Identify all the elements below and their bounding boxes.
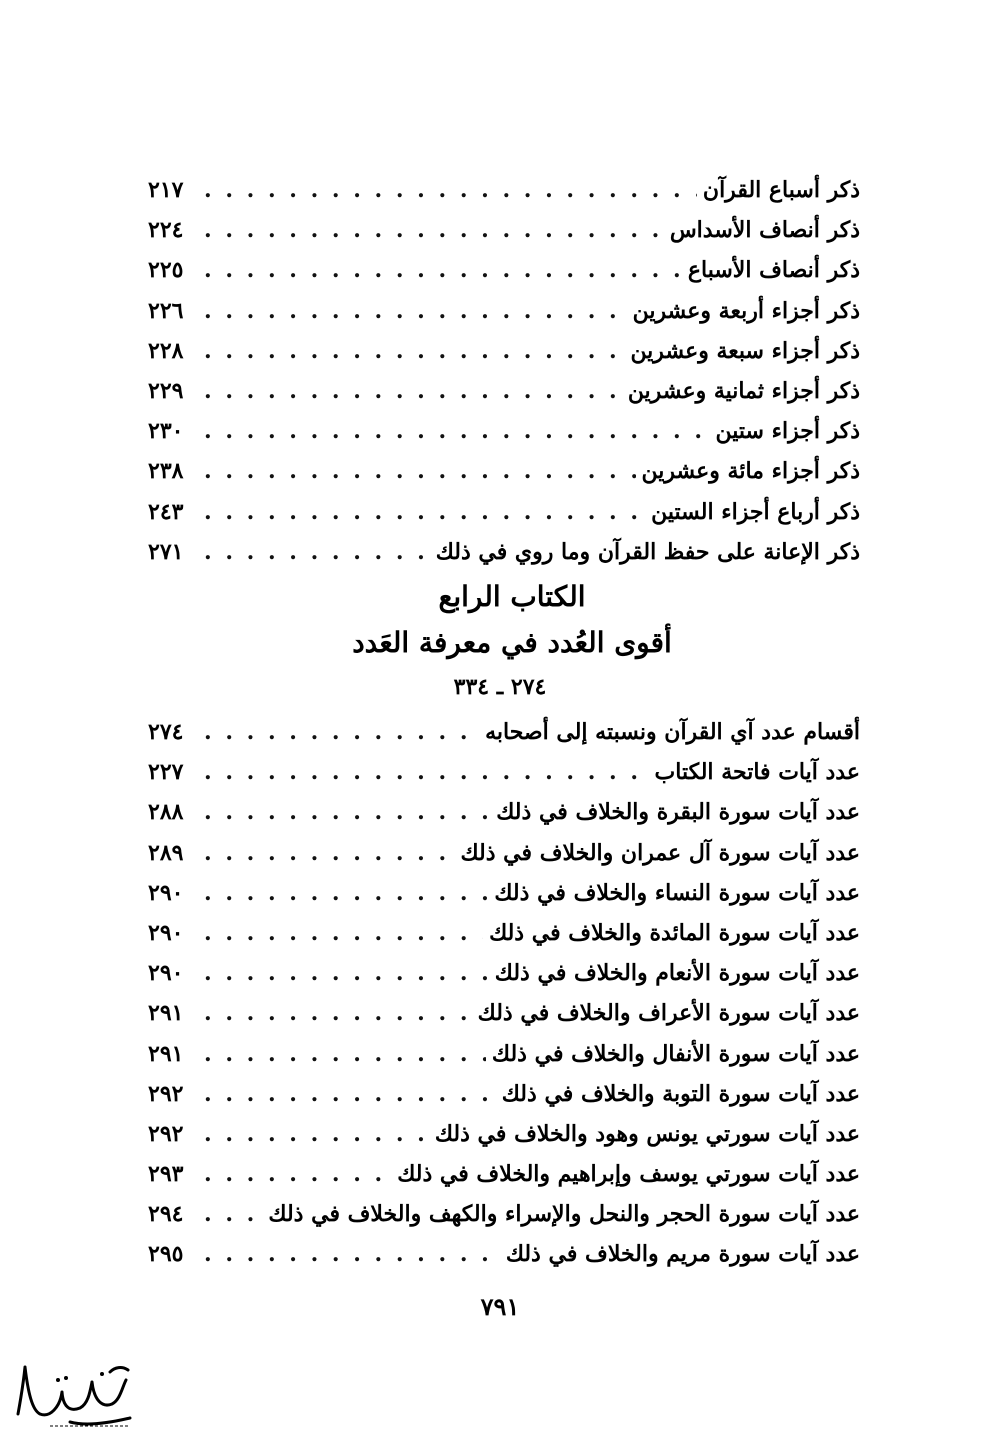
toc-entry-page: ٢٩٣ xyxy=(148,1161,184,1188)
toc-section-part1 xyxy=(148,170,860,572)
toc-row xyxy=(148,873,860,913)
toc-row xyxy=(148,532,860,572)
toc-entry-page: ٢٩٢ xyxy=(148,1080,184,1107)
dot-leader xyxy=(204,1034,486,1074)
toc-entry-title: ذكر أجزاء مائة وعشرين xyxy=(641,458,860,485)
dot-leader xyxy=(204,1074,496,1114)
toc-entry-title: عدد آيات سورة النساء والخلاف في ذلك xyxy=(494,879,860,906)
toc-entry-page: ٢٩٠ xyxy=(148,960,184,987)
toc-row xyxy=(148,953,860,993)
toc-entry-page: ٢١٧ xyxy=(148,177,184,203)
toc-entry-title: ذكر أجزاء سبعة وعشرين xyxy=(630,337,860,364)
dot-leader xyxy=(204,1114,429,1154)
dot-leader xyxy=(204,833,454,873)
toc-row xyxy=(148,1234,860,1274)
toc-entry-page: ٢٩٠ xyxy=(148,879,184,906)
dot-leader xyxy=(204,712,479,752)
toc-entry-page: ٢٩٢ xyxy=(148,1120,184,1147)
toc-entry-page: ٢٢٨ xyxy=(148,337,184,364)
toc-row xyxy=(148,792,860,832)
toc-entry-title: عدد آيات سورة مريم والخلاف في ذلك xyxy=(505,1241,860,1268)
toc-entry-page: ٢٩١ xyxy=(148,1000,184,1027)
toc-entry-page: ٢٧١ xyxy=(148,538,184,565)
book-subtitle: أقوى العُدد في معرفة العَدد xyxy=(352,626,672,659)
dot-leader xyxy=(204,953,489,993)
toc-row xyxy=(148,250,860,290)
dot-leader xyxy=(204,411,710,451)
toc-entry-title: عدد آيات سورة المائدة والخلاف في ذلك xyxy=(489,919,860,946)
toc-entry-title: عدد آيات فاتحة الكتاب xyxy=(654,759,860,786)
toc-entry-page: ٢٢٩ xyxy=(148,377,184,404)
toc-entry-page: ٢٩١ xyxy=(148,1040,184,1067)
toc-entry-page: ٢٣٠ xyxy=(148,418,184,445)
toc-entry-title: أقسام عدد آي القرآن ونسبته إلى أصحابه xyxy=(485,719,860,745)
toc-entry-title: عدد آيات سورة الأعراف والخلاف في ذلك xyxy=(477,1000,860,1027)
toc-entry-title: ذكر الإعانة على حفظ القرآن وما روي في ذلك xyxy=(435,538,860,565)
toc-row xyxy=(148,993,860,1033)
toc-entry-title: عدد آيات سورة آل عمران والخلاف في ذلك xyxy=(460,839,860,866)
toc-entry-title: ذكر أجزاء ثمانية وعشرين xyxy=(627,377,860,404)
dot-leader xyxy=(204,913,483,953)
dot-leader xyxy=(204,210,664,250)
dot-leader xyxy=(204,752,649,792)
toc-row xyxy=(148,291,860,331)
toc-entry-page: ٢٢٦ xyxy=(148,297,184,324)
toc-entry-title: ذكر أسباع القرآن xyxy=(702,177,860,203)
dot-leader xyxy=(204,371,622,411)
toc-entry-page: ٢٣٨ xyxy=(148,458,184,485)
toc-entry-page: ٢٩٠ xyxy=(148,919,184,946)
dot-leader xyxy=(204,792,490,832)
toc-row xyxy=(148,331,860,371)
toc-section-part2 xyxy=(148,712,860,1275)
toc-row xyxy=(148,833,860,873)
toc-row xyxy=(148,451,860,491)
toc-entry-title: عدد آيات سورة الأنفال والخلاف في ذلك xyxy=(491,1040,860,1067)
toc-entry-title: ذكر أنصاف الأسباع xyxy=(687,257,860,284)
toc-row xyxy=(148,1074,860,1114)
toc-entry-page: ٢٨٩ xyxy=(148,839,184,866)
toc-row xyxy=(148,752,860,792)
dot-leader xyxy=(204,1194,262,1234)
toc-entry-page: ٢٨٨ xyxy=(148,799,184,826)
toc-row xyxy=(148,1194,860,1234)
toc-entry-title: ذكر أرباع أجزاء الستين xyxy=(651,498,860,525)
book-page-range: ٢٧٤ ـ ٣٣٤ xyxy=(453,674,547,700)
toc-entry-page: ٢٩٥ xyxy=(148,1241,184,1268)
dot-leader xyxy=(204,993,472,1033)
toc-row xyxy=(148,1114,860,1154)
toc-entry-page: ٢٢٥ xyxy=(148,257,184,284)
dot-leader xyxy=(204,492,645,532)
dot-leader xyxy=(204,532,430,572)
toc-row xyxy=(148,1154,860,1194)
toc-entry-page: ٢٢٤ xyxy=(148,217,184,244)
dot-leader xyxy=(204,451,636,491)
page-number: ٧٩١ xyxy=(480,1292,520,1321)
toc-entry-title: ذكر أنصاف الأسداس xyxy=(669,217,860,244)
toc-row xyxy=(148,492,860,532)
publisher-logo xyxy=(10,1352,145,1432)
toc-entry-title: عدد آيات سورتي يونس وهود والخلاف في ذلك xyxy=(434,1120,860,1147)
toc-entry-page: ٢٧٤ xyxy=(148,719,184,745)
toc-row xyxy=(148,1034,860,1074)
toc-entry-title: ذكر أجزاء أربعة وعشرين xyxy=(632,297,860,324)
toc-row xyxy=(148,170,860,210)
toc-entry-page: ٢٢٧ xyxy=(148,759,184,786)
toc-entry-title: عدد آيات سورة الحجر والنحل والإسراء والكهف والخلاف في ذلك xyxy=(268,1201,860,1228)
toc-entry-title: عدد آيات سورة الأنعام والخلاف في ذلك xyxy=(494,960,860,987)
toc-entry-title: عدد آيات سورتي يوسف وإبراهيم والخلاف في ذلك xyxy=(397,1161,860,1188)
dot-leader xyxy=(204,331,624,371)
toc-row xyxy=(148,210,860,250)
toc-row xyxy=(148,371,860,411)
dot-leader xyxy=(204,250,682,290)
dot-leader xyxy=(204,291,627,331)
toc-entry-title: ذكر أجزاء ستين xyxy=(715,418,860,445)
book-title: الكتاب الرابع xyxy=(438,580,586,613)
dot-leader xyxy=(204,873,488,913)
toc-row xyxy=(148,712,860,752)
dot-leader xyxy=(204,1154,391,1194)
toc-entry-page: ٢٤٣ xyxy=(148,498,184,525)
toc-entry-title: عدد آيات سورة البقرة والخلاف في ذلك xyxy=(496,799,860,826)
toc-entry-page: ٢٩٤ xyxy=(148,1201,184,1228)
dot-leader xyxy=(204,170,697,210)
toc-entry-title: عدد آيات سورة التوبة والخلاف في ذلك xyxy=(501,1080,860,1107)
toc-row xyxy=(148,411,860,451)
toc-row xyxy=(148,913,860,953)
dot-leader xyxy=(204,1234,500,1274)
